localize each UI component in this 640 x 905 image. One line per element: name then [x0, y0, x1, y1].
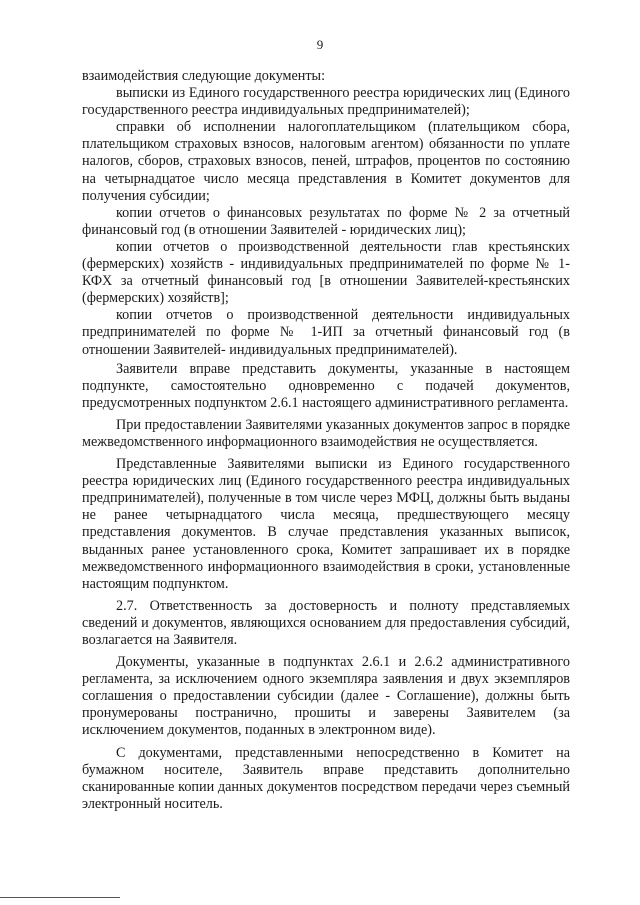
paragraph-financial-reports: копии отчетов о финансовых результатах по форме № 2 за отчетный финансовый год (в отношении Заявителей - юридических лиц);: [82, 204, 570, 238]
paragraph-kfh-reports: копии отчетов о производственной деятельности глав крестьянских (фермерских) хозяйств - индивидуальных предпринимателей по форме № 1-КФХ за отчетный финансовый год [в отношении Заявителей-крестьянских (фермерских) хозяйств];: [82, 238, 570, 307]
paragraph-intro: взаимодействия следующие документы:: [82, 68, 326, 84]
paragraph-egrul-extracts: выписки из Единого государственного реестра юридических лиц (Единого государственного реестра индивидуальных предпринимателей);: [82, 85, 570, 119]
paragraph-scanned-copies: С документами, представленными непосредственно в Комитет на бумажном носителе, Заявитель вправе представить дополнительно сканированные копии данных документов посредством передачи через съемный электронный носитель.: [82, 744, 570, 812]
paragraph-section-2-7: 2.7. Ответственность за достоверность и полноту представляемых сведений и документов, являющихся основанием для предоставления субсидий, возлагается на Заявителя.: [82, 597, 570, 648]
paragraph-extract-validity: Представленные Заявителями выписки из Единого государственного реестра юридических лиц (Единого государственного реестра индивидуальных предпринимателей), полученные в том числе через МФЦ, должны быть выданы не ранее четырнадцатого числа месяца, предшествующего месяцу представления документов. В случае представления указанных выписок, выданных ранее установленного срока, Комитет запрашивает их в порядке межведомственного информационного взаимодействия в сроки, установленные настоящим подпунктом.: [82, 456, 570, 592]
paragraph-tax-certificates: справки об исполнении налогоплательщиком (плательщиком сбора, плательщиком страховых взносов, налоговым агентом) обязанности по уплате налогов, сборов, страховых взносов, пеней, штрафов, процентов по состоянию на четырнадцатое число месяца представления в Комитет документов для получения субсидии;: [82, 119, 570, 204]
page-number: 9: [316, 37, 324, 52]
paragraph-applicants-right: Заявители вправе представить документы, указанные в настоящем подпункте, самостоятельно одновременно с подачей документов, предусмотренных подпунктом 2.6.1 настоящего административного регламента.: [82, 360, 570, 411]
paragraph-ip-reports: копии отчетов о производственной деятельности индивидуальных предпринимателей по форме № 1-ИП за отчетный финансовый год (в отношении Заявителей- индивидуальных предпринимателей).: [82, 307, 570, 358]
paragraph-document-binding: Документы, указанные в подпунктах 2.6.1 и 2.6.2 административного регламента, за исключением одного экземпляра заявления и двух экземпляров соглашения о предоставлении субсидии (далее - Соглашение), должны быть пронумерованы постранично, прошиты и заверены Заявителем (за исключением документов, поданных в электронном виде).: [82, 654, 570, 739]
paragraph-no-request: При предоставлении Заявителями указанных документов запрос в порядке межведомственного информационного взаимодействия не осуществляется.: [82, 416, 570, 450]
document-body: [82, 68, 570, 813]
bottom-rule: [0, 897, 120, 898]
